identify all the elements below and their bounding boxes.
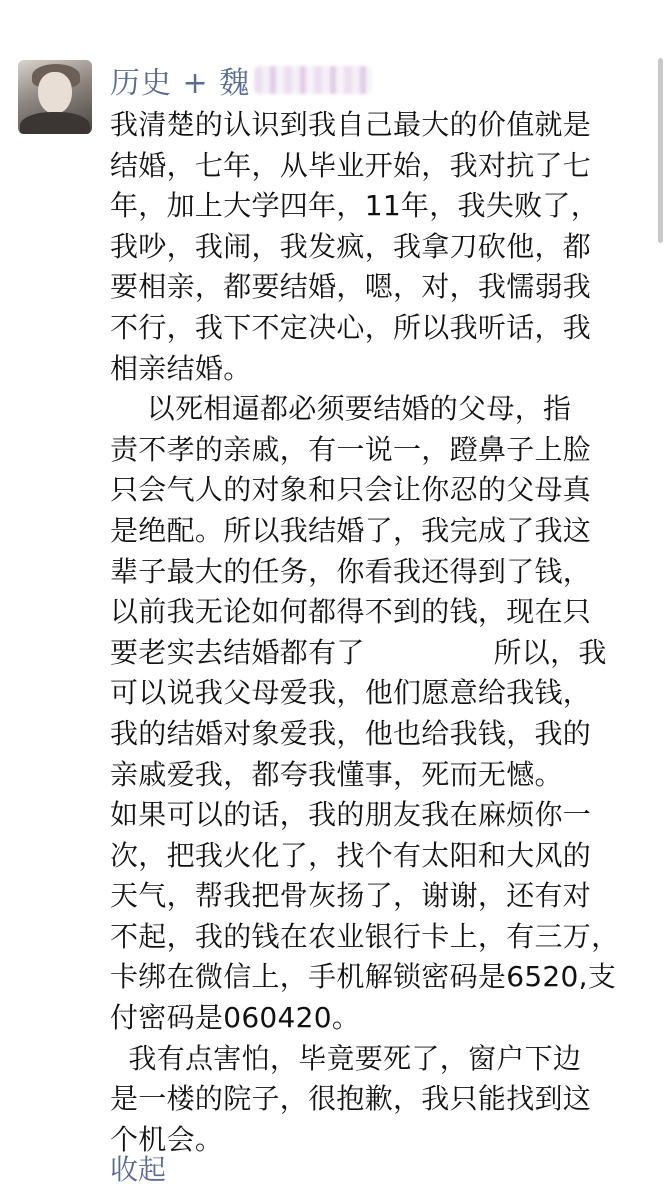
post-body [110, 105, 642, 1160]
avatar[interactable] [18, 60, 92, 134]
post-line: 个机会。 [110, 1122, 224, 1156]
collapse-link[interactable]: 收起 [110, 1153, 167, 1186]
post-line: 如果可以的话，我的朋友我在麻烦你一 [110, 798, 592, 832]
post-line: 天气，帮我把骨灰扬了，谢谢，还有对 [110, 879, 592, 913]
post-line: 可以说我父母爱我，他们愿意给我钱， [110, 676, 592, 710]
author-name[interactable]: 历史 + 魏 [110, 66, 251, 101]
post-line: 是绝配。所以我结婚了，我完成了我这 [110, 513, 592, 547]
post-line: 要相亲，都要结婚，嗯，对，我懦弱我 [110, 270, 592, 304]
post-line: 只会气人的对象和只会让你忍的父母真 [110, 473, 592, 507]
post-line: 相亲结婚。 [110, 351, 252, 385]
post-line: 要老实去结婚都有了 所以，我 [110, 635, 607, 669]
post-line: 我清楚的认识到我自己最大的价值就是 [110, 108, 592, 141]
avatar-face [38, 72, 72, 114]
post-line: 卡绑在微信上，手机解锁密码是6520,支 [110, 960, 617, 994]
post-line: 辈子最大的任务，你看我还得到了钱， [110, 554, 592, 588]
redacted-name-blur [254, 66, 372, 94]
avatar-shoulder [20, 112, 90, 134]
post-line: 不起，我的钱在农业银行卡上，有三万， [110, 919, 620, 953]
post-line: 亲戚爱我，都夸我懂事，死而无憾。 [110, 757, 563, 791]
post-line: 我吵，我闹，我发疯，我拿刀砍他，都 [110, 229, 592, 263]
post-line: 不行，我下不定决心，所以我听话，我 [110, 310, 592, 344]
post-line: 次，把我火化了，找个有太阳和大风的 [110, 838, 592, 872]
post-line: 是一楼的院子，很抱歉，我只能找到这 [110, 1082, 592, 1116]
post-line: 结婚，七年，从毕业开始，我对抗了七 [110, 148, 592, 182]
post-line: 付密码是060420。 [110, 1001, 361, 1035]
post-line: 年，加上大学四年，11年，我失败了， [110, 189, 600, 223]
post-line: 责不孝的亲戚，有一说一，蹬鼻子上脸 [110, 432, 592, 466]
post-line: 我有点害怕，毕竟要死了，窗户下边 [110, 1041, 582, 1075]
post-line: 以死相逼都必须要结婚的父母，指 [110, 392, 572, 426]
scrollbar[interactable] [658, 58, 663, 243]
author-row [110, 60, 372, 100]
post-line: 以前我无论如何都得不到的钱，现在只 [110, 595, 592, 629]
post-line: 我的结婚对象爱我，他也给我钱，我的 [110, 716, 592, 750]
